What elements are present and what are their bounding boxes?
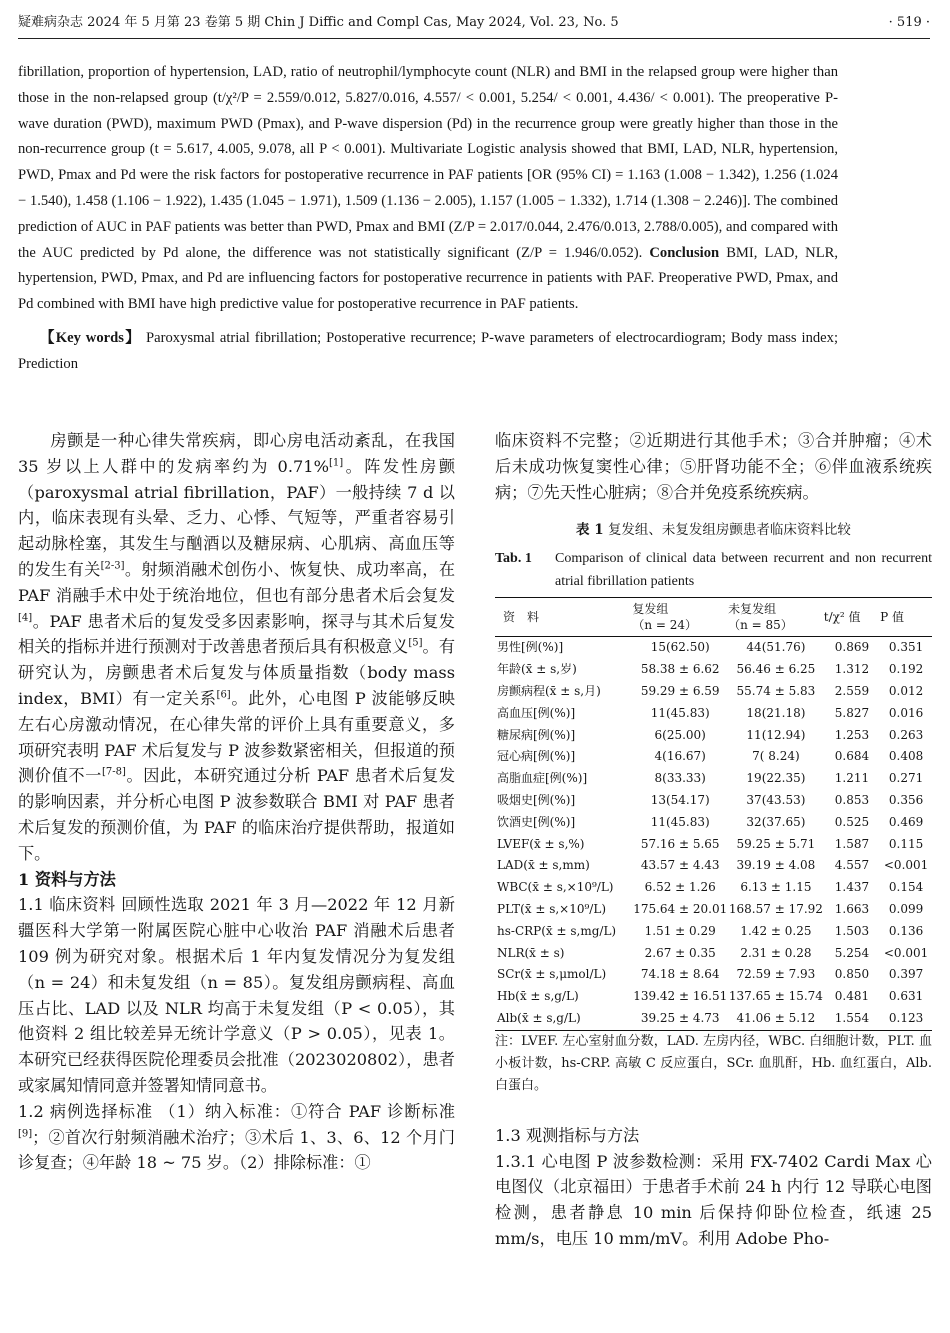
abstract-results-text <box>18 60 838 318</box>
cell-item: 男性[例(%)] <box>497 640 564 655</box>
spacer <box>495 1097 932 1123</box>
table-row <box>495 877 932 899</box>
table-label-zh: 表 1 <box>576 522 604 539</box>
cell-item: 冠心病[例(%)] <box>497 749 576 764</box>
cell-stat: 0.481 <box>834 989 870 1004</box>
intro-paragraph <box>18 428 455 867</box>
subsection-1-2 <box>18 1099 455 1176</box>
cell-nonrecur: 168.57 ± 17.92 <box>728 901 823 916</box>
subsection-text-1-1: 回顾性选取 2021 年 3 月—2022 年 12 月新疆医科大学第一附属医院心脏中心收治 PAF 消融术后患者 109 例为研究对象。根据术后 1 年内复发情况分为复发组（n = 24）和未复发组（n = 85）。复发组房颤病程、高血压占比、LAD 以及 NLR 均高于未复发组（P < 0.05），其他资料 2 组比较差异无统计学意义（P > 0.05），见表 1。本研究已经获得医院伦理委员会批准（2023020802），患者或家属知情同意并签署知情同意书。 <box>18 895 455 1095</box>
right-column <box>495 428 932 1252</box>
cell-nonrecur: 137.65 ± 15.74 <box>728 989 823 1004</box>
cell-p: <0.001 <box>883 858 929 873</box>
cell-item: 高脂血症[例(%)] <box>497 771 588 786</box>
subsection-heading-1-3: 1.3 观测指标与方法 <box>495 1125 640 1145</box>
cell-item: hs-CRP(x̄ ± s,mg/L) <box>497 923 617 938</box>
cell-stat: 1.312 <box>834 662 870 677</box>
cell-stat: 1.253 <box>834 727 870 742</box>
table-caption-en <box>495 547 932 593</box>
cell-stat: 0.869 <box>834 640 870 655</box>
cell-item: WBC(x̄ ± s,×10⁹/L) <box>497 880 614 895</box>
cell-recur: 74.18 ± 8.64 <box>640 967 720 982</box>
table-header-row <box>495 598 932 637</box>
cell-nonrecur: 7( 8.24) <box>752 749 800 764</box>
cell-recur: 57.16 ± 5.65 <box>640 836 720 851</box>
cell-stat: 1.663 <box>834 901 870 916</box>
cell-stat: 2.559 <box>834 683 870 698</box>
subsection-heading-1-1: 1.1 临床资料 <box>18 895 116 915</box>
cell-stat: 0.853 <box>834 792 870 807</box>
cell-recur: 6(25.00) <box>654 727 706 742</box>
cell-nonrecur: 72.59 ± 7.93 <box>736 967 816 982</box>
subsection-1-1 <box>18 892 455 1098</box>
table-note: 注：LVEF. 左心室射血分数，LAD. 左房内径，WBC. 白细胞计数，PLT. 血小板计数，hs-CRP. 高敏 C 反应蛋白，SCr. 血肌酐，Hb. 血红蛋白，Alb. 白蛋白。 <box>495 1033 932 1093</box>
cell-stat: 1.587 <box>834 836 870 851</box>
col-header-item: 资料 <box>503 610 552 625</box>
cell-item: NLR(x̄ ± s) <box>497 945 565 960</box>
cell-item: LAD(x̄ ± s,mm) <box>497 858 590 873</box>
cell-stat: 1.503 <box>834 923 870 938</box>
cell-recur: 139.42 ± 16.51 <box>633 989 728 1004</box>
cell-stat: 1.211 <box>834 771 870 786</box>
cell-item: 糖尿病[例(%)] <box>497 727 576 742</box>
citation[interactable]: [6] <box>216 689 231 701</box>
table-row <box>495 637 932 659</box>
cell-stat: 0.525 <box>834 814 870 829</box>
cell-nonrecur: 6.13 ± 1.15 <box>740 880 812 895</box>
cell-item: 房颤病程(x̄ ± s,月) <box>497 683 601 698</box>
col-header-recur <box>632 598 728 637</box>
subsection-1-3-1 <box>495 1149 932 1252</box>
table-row <box>495 834 932 856</box>
conclusion-label: Conclusion <box>649 244 720 261</box>
cell-nonrecur: 1.42 ± 0.25 <box>740 923 812 938</box>
cell-nonrecur: 19(22.35) <box>746 771 806 786</box>
cell-recur: 59.29 ± 6.59 <box>640 683 720 698</box>
cell-recur: 43.57 ± 4.43 <box>640 858 720 873</box>
cell-stat: 5.254 <box>834 945 870 960</box>
table-row <box>495 746 932 768</box>
cell-recur: 11(45.83) <box>650 814 710 829</box>
intro-text-6: 。此外，心电图 P 波能够反映左右心房激动情况，在心律失常的评价上具有重要意义，多项研究表明 PAF 术后复发与 P 波参数紧密相关，但报道的预测价值不一 <box>18 688 455 786</box>
intro-text-4: 。PAF 患者术后的复发受多因素影响，探寻与其术后复发相关的指标并进行预测对于改善患者预后具有积极意义 <box>18 611 455 657</box>
cell-nonrecur: 37(43.53) <box>746 792 806 807</box>
table-row <box>495 768 932 790</box>
cell-recur: 175.64 ± 20.01 <box>633 901 728 916</box>
cell-item: PLT(x̄ ± s,×10⁹/L) <box>497 901 607 916</box>
cell-nonrecur: 11(12.94) <box>746 727 806 742</box>
cell-recur: 11(45.83) <box>650 705 710 720</box>
cell-recur: 1.51 ± 0.29 <box>644 923 716 938</box>
cell-nonrecur: 39.19 ± 4.08 <box>736 858 816 873</box>
cell-p: 0.263 <box>888 727 924 742</box>
col-header-nonrecur-n: （n = 85） <box>728 618 793 633</box>
table-row <box>495 899 932 921</box>
journal-citation: 疑难病杂志 2024 年 5 月第 23 卷第 5 期 Chin J Diffic and Compl Cas, May 2024, Vol. 23, No. 5 <box>18 15 619 30</box>
cell-stat: 0.684 <box>834 749 870 764</box>
table-row <box>495 659 932 681</box>
citation[interactable]: [5] <box>408 637 423 649</box>
cell-nonrecur: 55.74 ± 5.83 <box>736 683 816 698</box>
cell-item: 饮酒史[例(%)] <box>497 814 576 829</box>
col-header-nonrecur-label: 未复发组 <box>728 602 777 617</box>
cell-recur: 13(54.17) <box>650 792 710 807</box>
cell-item: 年龄(x̄ ± s,岁) <box>497 662 577 677</box>
table-body <box>495 637 932 1030</box>
cell-p: 0.016 <box>888 705 924 720</box>
cell-recur: 2.67 ± 0.35 <box>644 945 716 960</box>
cell-p: 0.271 <box>888 771 924 786</box>
table-row <box>495 855 932 877</box>
table-caption-zh <box>495 519 932 541</box>
table-row <box>495 725 932 747</box>
cell-item: LVEF(x̄ ± s,%) <box>497 836 585 851</box>
cell-nonrecur: 2.31 ± 0.28 <box>740 945 812 960</box>
subsection-heading-1-3-1: 1.3.1 心电图 P 波参数检测： <box>495 1151 712 1171</box>
cell-item: Hb(x̄ ± s,g/L) <box>497 989 579 1004</box>
cell-nonrecur: 56.46 ± 6.25 <box>736 662 816 677</box>
intro-text-5: 。有研究认为，房颤患者术后复发与体质量指数（body mass index，BMI）有一定关系 <box>18 637 456 708</box>
cell-nonrecur: 44(51.76) <box>746 640 806 655</box>
table-row <box>495 964 932 986</box>
col-header-recur-label: 复发组 <box>632 602 669 617</box>
cell-nonrecur: 41.06 ± 5.12 <box>736 1010 816 1025</box>
cell-recur: 6.52 ± 1.26 <box>644 880 716 895</box>
keywords-line <box>18 326 838 378</box>
table-row <box>495 921 932 943</box>
clinical-data-table <box>495 597 932 1030</box>
cell-recur: 15(62.50) <box>650 640 710 655</box>
citation[interactable]: [9] <box>18 1128 33 1140</box>
cell-item: 吸烟史[例(%)] <box>497 792 576 807</box>
cell-p: 0.123 <box>888 1010 924 1025</box>
cell-p: 0.192 <box>888 662 924 677</box>
citation[interactable]: [4] <box>18 612 33 624</box>
table-row <box>495 943 932 965</box>
intro-text-1: 房颤是一种心律失常疾病，即心房电活动紊乱，在我国 35 岁以上人群中的发病率约为 0.71% <box>18 431 455 476</box>
cell-p: 0.099 <box>888 901 924 916</box>
section-heading-1: 1 资料与方法 <box>18 869 116 889</box>
table-title-zh: 复发组、未复发组房颤患者临床资料比较 <box>607 522 851 539</box>
cell-recur: 8(33.33) <box>654 771 706 786</box>
cell-nonrecur: 18(21.18) <box>746 705 806 720</box>
table-title-en: Comparison of clinical data between recurrent and non recurrent atrial fibrillation patients <box>555 551 932 590</box>
col-header-recur-n: （n = 24） <box>632 618 698 633</box>
cell-stat: 5.827 <box>834 705 870 720</box>
cell-p: 0.136 <box>888 923 924 938</box>
exclusion-continued: 临床资料不完整；②近期进行其他手术；③合并肿瘤；④术后未成功恢复窦性心律；⑤肝肾功能不全；⑥伴血液系统疾病；⑦先天性心脏病；⑧合并免疫系统疾病。 <box>495 431 932 502</box>
col-header-nonrecur <box>728 598 824 637</box>
keywords-label: 【Key words】 <box>39 329 142 346</box>
cell-p: <0.001 <box>883 945 929 960</box>
table-row <box>495 681 932 703</box>
cell-nonrecur: 59.25 ± 5.71 <box>736 836 816 851</box>
keywords-text: Paroxysmal atrial fibrillation; Postoperative recurrence; P-wave parameters of electrocardiogram; Body mass index; Prediction <box>18 329 839 372</box>
cell-stat: 4.557 <box>834 858 870 873</box>
table-row <box>495 1008 932 1030</box>
cell-item: Alb(x̄ ± s,g/L) <box>497 1010 581 1025</box>
table-label-en: Tab. 1 <box>495 551 532 567</box>
citation[interactable]: [2-3] <box>100 560 125 572</box>
cell-nonrecur: 32(37.65) <box>746 814 806 829</box>
cell-recur: 39.25 ± 4.73 <box>640 1010 720 1025</box>
cell-p: 0.469 <box>888 814 924 829</box>
cell-stat: 1.554 <box>834 1010 870 1025</box>
cell-p: 0.408 <box>888 749 924 764</box>
intro-text-2: 。阵发性房颤（paroxysmal atrial fibrillation，PAF）一般持续 7 d 以内，临床表现有头晕、乏力、心悸、气短等，严重者容易引起动脉栓塞，其发生与酗酒以及糖尿病、心肌病、高血压等的发生有关 <box>18 456 456 579</box>
left-column <box>18 428 455 1176</box>
cell-p: 0.351 <box>888 640 924 655</box>
table-row <box>495 790 932 812</box>
cell-p: 0.356 <box>888 792 924 807</box>
cell-item: 高血压[例(%)] <box>497 705 576 720</box>
page-number: · 519 · <box>888 15 930 30</box>
subsection-heading-1-2: 1.2 病例选择标准 <box>18 1101 154 1121</box>
cell-p: 0.397 <box>888 967 924 982</box>
cell-item: SCr(x̄ ± s,μmol/L) <box>497 967 607 982</box>
cell-recur: 4(16.67) <box>654 749 706 764</box>
citation[interactable]: [7-8] <box>101 766 126 778</box>
table-row <box>495 703 932 725</box>
cell-p: 0.115 <box>888 836 924 851</box>
cell-p: 0.631 <box>888 989 924 1004</box>
cell-p: 0.154 <box>888 880 924 895</box>
conclusion-text: BMI, LAD, NLR, hypertension, PWD, Pmax, and Pd are influencing factors for postoperative recurrence in patients with PAF. Preoperative PWD, Pmax, and Pd combined with BMI have high predictive value for postoperative recurrence in PAF patients. <box>18 244 839 313</box>
running-header <box>18 12 930 39</box>
intro-text-3: 。射频消融术创伤小、恢复快、成功率高，在 PAF 消融手术中处于统治地位，但也有部分患者术后会复发 <box>18 559 456 605</box>
table-row <box>495 986 932 1008</box>
english-abstract <box>18 60 838 378</box>
subsection-text-1-2b: ；②首次行射频消融术治疗；③术后 1、3、6、12 个月门诊复查；④年龄 18 ~ 75 岁。（2）排除标准：① <box>18 1127 455 1173</box>
cell-stat: 1.437 <box>834 880 870 895</box>
cell-recur: 58.38 ± 6.62 <box>640 662 720 677</box>
subsection-text-1-2a: （1）纳入标准：①符合 PAF 诊断标准 <box>159 1101 456 1121</box>
citation[interactable]: [1] <box>328 457 344 469</box>
intro-text-7: 。因此，本研究通过分析 PAF 患者术后复发的影响因素，并分析心电图 P 波参数联合 BMI 对 PAF 患者术后复发的预测价值，为 PAF 的临床治疗提供帮助，报道如下。 <box>18 766 456 863</box>
table-row <box>495 812 932 834</box>
col-header-p: P 值 <box>880 610 905 625</box>
cell-p: 0.012 <box>888 683 924 698</box>
cell-stat: 0.850 <box>834 967 870 982</box>
abstract-results: fibrillation, proportion of hypertension, LAD, ratio of neutrophil/lymphocyte count (NLR) and BMI in the relapsed group were higher than those in the non-relapsed group (t/χ²/P = 2.559/0.012, 5.827/0.016, 4.557/ < 0.001, 5.254/ < 0.001, 4.436/ < 0.001). The preoperative P-wave duration (PWD), maximum PWD (Pmax), and P-wave dispersion (Pd) in the recurrence group were greatly higher than those in the non-recurrence group (t = 5.617, 4.005, 9.078, all P < 0.001). Multivariate Logistic analysis showed that BMI, LAD, NLR, hypertension, PWD, Pmax and Pd were the risk factors for postoperative recurrence in PAF patients [OR (95% CI) = 1.163 (1.008 − 1.342), 1.256 (1.024 − 1.540), 1.458 (1.106 − 1.922), 1.435 (1.045 − 1.971), 1.509 (1.136 − 2.005), 1.157 (1.005 − 1.332), 1.714 (1.308 − 2.246)]. The combined prediction of AUC in PAF patients was better than PWD, Pmax and BMI (Z/P = 2.017/0.044, 2.476/0.013, 2.788/0.005), and compared with the AUC predicted by Pd alone, the difference was not statistically significant (Z/P = 1.946/0.052). <box>18 64 838 261</box>
subsection-text-1-3-1: 采用 FX-7402 Cardi Max 心电图仪（北京福田）于患者手术前 24 h 内行 12 导联心电图检测，患者静息 10 min 后保持仰卧位检查，纸速 25 mm/s，电压 10 mm/mV。利用 Adobe Pho- <box>495 1151 932 1248</box>
col-header-stat: t/χ² 值 <box>823 610 861 625</box>
